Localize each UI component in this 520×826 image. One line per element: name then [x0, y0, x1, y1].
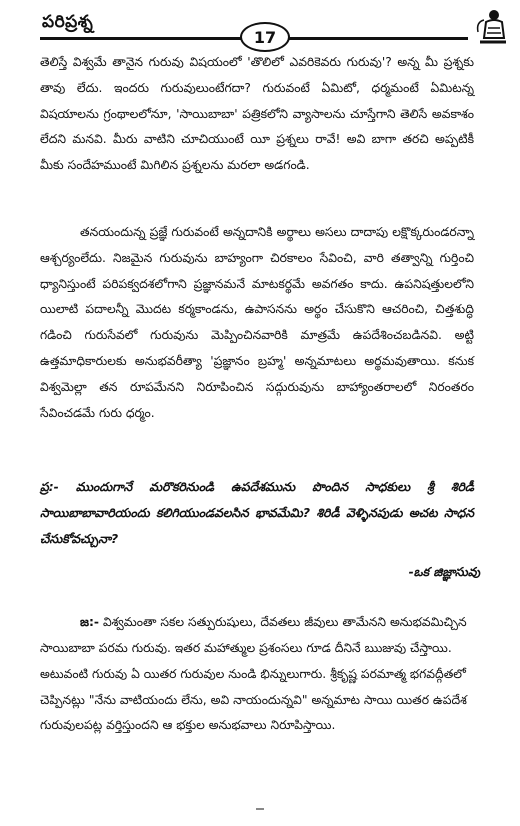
answer-block: [40, 598, 474, 752]
running-header-title: పరిప్రశ్న: [42, 12, 94, 32]
paragraph-2-text: తనయందున్న ప్రజ్ఞే గురువంటే అన్నదానికి అర్థాలు అసలు దాదాపు లక్షొక్కరుండరన్నా ఆశ్చర్యంలేదు. నిజమైన గురువును బాహ్యంగా చిరకాలం సేవించి, వారి తత్వాన్ని గుర్తించి ధ్యానిస్తుంటే పరిపక్వదశలోగాని ప్రజ్ఞానమనే మాటకర్థమే అవగతం కాదు. ఉపనిషత్తులలోని యిలాటి పదాలన్నీ మొదట కర్మకాండను, ఉపాసనను అర్థం చేసుకొని ఆచరించి, చిత్తశుద్ధి గడించి గురుసేవలో గురువును మెప్పించినవారికి మాత్రమే ఉపదేశించబడినవి. అట్టి ఉత్తమాధికారులకు అనుభవరీత్యా 'ప్రజ్ఞానం బ్రహ్మ' అన్నమాటలు అర్థమవుతాయి. కనుక విశ్వమెల్లా తన రూపమేనని నిరూపించిన సద్గురువును బాహ్యాంతరాలలో నిరంతరం సేవించడమే గురు ధర్మం.: [40, 225, 474, 420]
page-number: [240, 22, 290, 52]
paragraph-1-text: తెలిస్తే విశ్వమే తానైన గురువు విషయంలో 'తొలిలో ఎవరికెవరు గురువు'? అన్న మీ ప్రశ్నకు తావు లేదు. ఇందరు గురువులుంటేగదా? గురువంటే ఏమిటో, ధర్మమంటే ఏమిటన్న విషయాలను గ్రంథాలలోనూ, 'సాయిబాబా' పత్రికలోని వ్యాసాలను చూస్తేగాని తెలిసే అవకాశం లేదని మనవి. మీరు వాటిని చూచియుంటే యీ ప్రశ్నలు రావే! అవి బాగా తరచి అప్పటికీ మీకు సందేహముంటే మిగిలిన ప్రశ్నలను మరలా అడగండి.: [40, 55, 474, 173]
question-text: ప్ర:- ముందుగానే మరొకరినుండి ఉపదేశమును పొందిన సాధకులు శ్రీ శిరిడీ సాయిబాబావారియందు కలిగియుండవలసిన భావమేమి? శిరిడీ వెళ్ళినపుడు అచట సాధన చేసుకోవచ్చునా?: [40, 480, 474, 546]
question-attribution: -ఒక జిజ్ఞాసువు: [408, 565, 480, 579]
paragraph-1: [40, 50, 474, 179]
footer-mark: [256, 808, 264, 810]
answer-paragraph: [40, 610, 474, 739]
paragraph-2: [40, 220, 474, 426]
decorative-figure-icon: [474, 8, 508, 46]
question-block: [40, 475, 474, 552]
page-number-label: 17: [253, 27, 277, 47]
answer-lead: జ:-: [80, 615, 100, 630]
answer-text: విశ్వమంతా సకల సత్పురుషులు, దేవతలు జీవులు తామేనని అనుభవమిచ్చిన సాయిబాబా పరమ గురువు. ఇతర మహాత్ముల ప్రశంసలు గూడ దీనినే ఋజువు చేస్తాయి. అటువంటి గురువు ఏ యితర గురువుల నుండి భిన్నులుగారు. శ్రీకృష్ణ పరమాత్మ భగవద్గీతలో చెప్పినట్లు "నేను వాటియందు లేను, అవి నాయందున్నవి" అన్నమాట సాయి యితర ఉపదేశ గురువులపట్ల వర్తిస్తుందని ఆ భక్తుల అనుభవాలు నిరూపిస్తాయి.: [40, 615, 467, 733]
